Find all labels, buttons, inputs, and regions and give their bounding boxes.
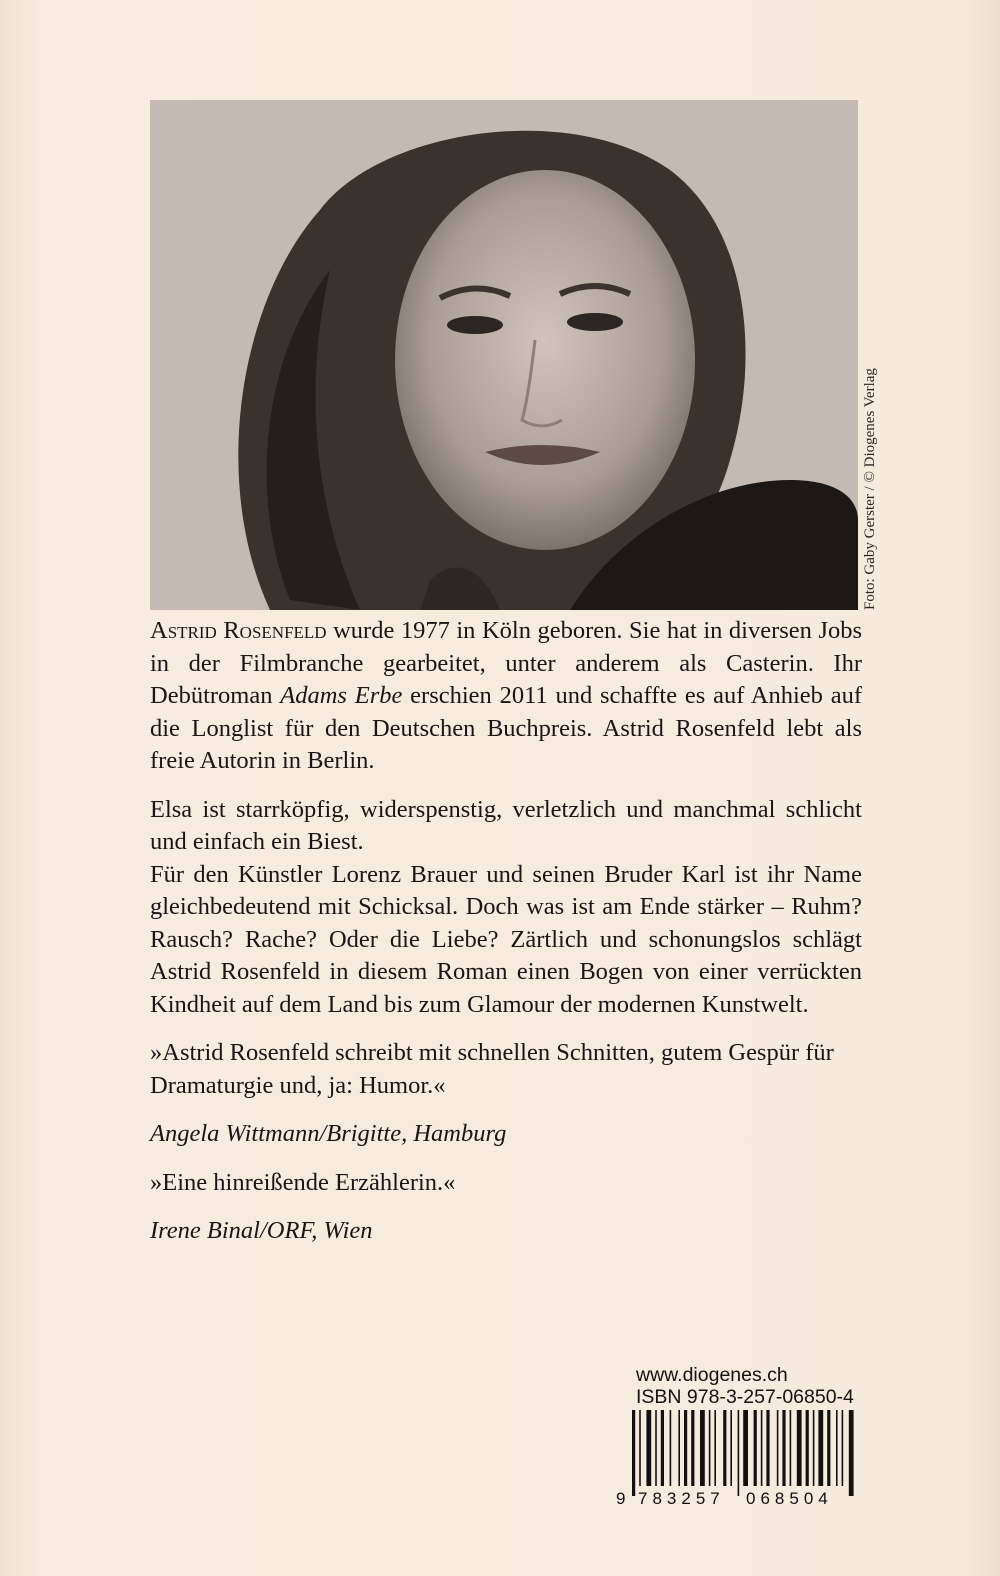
barcode-bar: [849, 1410, 854, 1496]
barcode-bar: [761, 1410, 763, 1486]
publisher-info: [636, 1364, 858, 1408]
author-portrait-photo: [150, 100, 858, 610]
barcode-bar: [836, 1410, 838, 1486]
barcode-bar: [661, 1410, 664, 1486]
barcode-bar: [655, 1410, 657, 1486]
ean-barcode: [614, 1410, 860, 1510]
barcode-bar: [632, 1410, 635, 1496]
barcode-bar: [709, 1410, 711, 1486]
barcode-bar: [743, 1410, 748, 1486]
barcode-graphic: [614, 1410, 860, 1510]
author-bio: [150, 615, 862, 778]
author-name: Astrid Rosenfeld: [150, 617, 327, 644]
barcode-bar: [714, 1410, 716, 1486]
barcode-bar: [827, 1410, 830, 1486]
barcode-bar: [806, 1410, 809, 1486]
main-text: [150, 615, 862, 1264]
barcode-bar: [678, 1410, 680, 1486]
barcode-bar: [782, 1410, 785, 1486]
photo-credit: Foto: Gaby Gerster / © Diogenes Verlag: [862, 368, 878, 610]
bio-text-1: wurde 1977 in Köln geboren. Sie hat in diversen Jobs in der Filmbranche gearbeitet, unter anderem als Casterin. Ihr Debütroman: [150, 617, 862, 709]
review-source: Irene Binal/ORF, Wien: [150, 1217, 373, 1244]
barcode-bar: [639, 1410, 641, 1486]
blurb-line-1: Elsa ist starrköpfig, widerspenstig, verletzlich und manchmal schlicht und einfach ein Biest.: [150, 795, 862, 855]
portrait-illustration: [150, 100, 858, 610]
review-source: Angela Wittmann/Brigitte, Hamburg: [150, 1120, 507, 1147]
barcode-bar: [738, 1410, 740, 1496]
book-title: Adams Erbe: [280, 682, 403, 709]
barcode-bar: [797, 1410, 802, 1486]
barcode-bar: [813, 1410, 815, 1486]
barcode-bar: [684, 1410, 687, 1486]
barcode-bar: [700, 1410, 705, 1486]
barcode-bar: [766, 1410, 769, 1486]
review-quote: »Eine hinreißende Erzählerin.«: [150, 1168, 456, 1196]
barcode-bar: [646, 1410, 651, 1486]
barcode-bar: [777, 1410, 779, 1486]
barcode-bar: [754, 1410, 757, 1486]
blurb-line-2: Für den Künstler Lorenz Brauer und seinen Bruder Karl ist ihr Name gleichbedeutend mit Schicksal. Doch was ist am Ende stärker – Ruhm? Rausch? Rache? Oder die Liebe? Zärtlich und schonungslos schlägt Astrid Rosenfeld in diesem Roman einen Bogen von einer verrückten Kindheit auf dem Land bis zum Glamour der modernen Kunstwelt.: [150, 860, 862, 1018]
isbn: ISBN 978-3-257-06850-4: [636, 1386, 854, 1408]
barcode-digits-right: 068504: [746, 1489, 833, 1508]
barcode-bar: [842, 1410, 844, 1486]
bio-text-2: erschien 2011 und schaffte es auf Anhieb auf die Longlist für den Deutschen Buchpreis. Astrid Rosenfeld lebt als freie Autorin in Berlin.: [150, 682, 862, 774]
barcode-bar: [818, 1410, 823, 1486]
barcode-bar: [790, 1410, 792, 1486]
publisher-url: www.diogenes.ch: [636, 1364, 788, 1386]
review-quote: »Astrid Rosenfeld schreibt mit schnellen Schnitten, gutem Gespür für Dramaturgie und, ja: Humor.«: [150, 1039, 834, 1099]
barcode-bar: [670, 1410, 672, 1486]
barcode-bar: [691, 1410, 694, 1486]
barcode-bar: [730, 1410, 732, 1486]
blurb: [150, 794, 862, 1022]
barcode-bar: [723, 1410, 726, 1486]
barcode-digits-left: 783257: [638, 1489, 725, 1508]
barcode-digit-lead: 9: [616, 1489, 626, 1508]
